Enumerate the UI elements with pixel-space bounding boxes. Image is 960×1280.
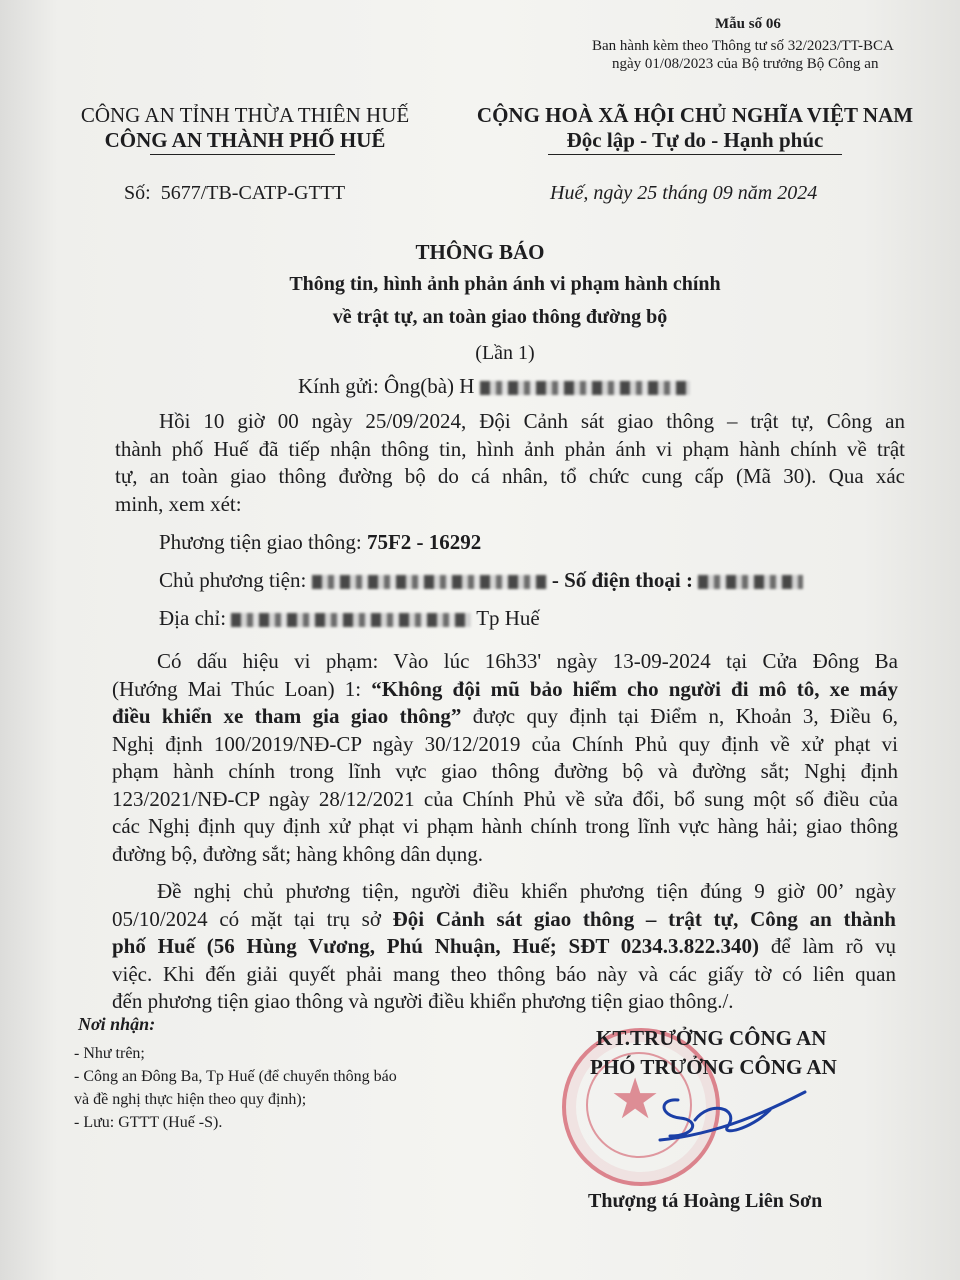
signature-title-1: KT.TRƯỞNG CÔNG AN — [596, 1026, 827, 1050]
intro-line: minh, xem xét: — [115, 491, 242, 516]
notice-subtitle-2: về trật tự, an toàn giao thông đường bộ — [332, 306, 668, 328]
agency-underline — [150, 154, 335, 155]
redacted-owner — [312, 575, 547, 589]
form-number: Mẫu số 06 — [715, 16, 781, 32]
agency-name: CÔNG AN THÀNH PHỐ HUẾ — [104, 128, 386, 152]
agency-parent: CÔNG AN TỈNH THỪA THIÊN HUẾ — [80, 103, 410, 127]
place-date: Huế, ngày 25 tháng 09 năm 2024 — [550, 182, 818, 204]
notice-subtitle-1: Thông tin, hình ảnh phản ánh vi phạm hành chính — [289, 273, 721, 295]
doc-number: Số: 5677/TB-CATP-GTTT — [124, 182, 346, 204]
recipient-item: - Công an Đông Ba, Tp Huế (để chuyển thông báo — [74, 1068, 397, 1085]
recipient-item: - Lưu: GTTT (Huế -S). — [74, 1114, 223, 1131]
recipient-item: - Như trên; — [74, 1045, 145, 1062]
vehicle-line: Phương tiện giao thông: 75F2 - 16292 — [159, 530, 482, 554]
motto-underline — [548, 154, 842, 155]
seal-star-icon: ★ — [610, 1069, 661, 1131]
recipients-list — [74, 1042, 397, 1134]
signer-name: Thượng tá Hoàng Liên Sơn — [588, 1190, 823, 1212]
form-issued-line2: ngày 01/08/2023 của Bộ trưởng Bộ Công an — [612, 56, 879, 72]
nation-title: CỘNG HOÀ XÃ HỘI CHỦ NGHĨA VIỆT NAM — [476, 103, 914, 127]
owner-line: Chủ phương tiện: - Số điện thoại : — [159, 568, 803, 593]
notice-round: (Lần 1) — [475, 342, 535, 364]
violation-paragraph: Có dấu hiệu vi phạm: Vào lúc 16h33' ngày 13-09-2024 tại Cửa Đông Ba (Hướng Mai Thúc Loan) 1: “Không đội mũ bảo hiểm cho người đi mô tô, xe máy điều khiển xe tham gia giao thông” được quy định tại Điểm n, Khoản 3, Điều 6, Nghị định 100/2019/NĐ-CP ngày 30/12/2019 của Chính Phủ quy định về xử phạt vi phạm hành chính trong lĩnh vực giao thông đường bộ và đường sắt; Nghị định 123/2021/NĐ-CP ngày 28/12/2021 của Chính Phủ về sửa đổi, bổ sung một số điều của các Nghị định quy định xử phạt vi phạm hành chính trong lĩnh vực hàng hải; giao thông đường bộ, đường sắt; hàng không dân dụng. — [112, 649, 898, 866]
redacted-phone — [698, 575, 803, 589]
signature-title-2: PHÓ TRƯỞNG CÔNG AN — [590, 1055, 837, 1079]
request-paragraph: Đề nghị chủ phương tiện, người điều khiển phương tiện đúng 9 giờ 00’ ngày 05/10/2024 có mặt tại trụ sở Đội Cảnh sát giao thông – trật tự, Công an thành phố Huế (56 Hùng Vương, Phú Nhuận, Huế; SĐT 0234.3.822.340) để làm rõ vụ việc. Khi đến giải quyết phải mang theo thông báo này và các giấy tờ có liên quan đến phương tiện giao thông và người điều khiển phương tiện giao thông./. — [112, 879, 896, 1013]
redacted-name — [480, 381, 690, 395]
recipients-label: Nơi nhận: — [78, 1014, 156, 1034]
redacted-address — [231, 613, 471, 627]
intro-paragraph — [115, 408, 905, 518]
handwritten-signature — [600, 1070, 820, 1150]
address-line: Địa chỉ: Tp Huế — [159, 606, 540, 630]
recipient-line: Kính gửi: Ông(bà) H — [298, 374, 690, 399]
recipient-item: và đề nghị thực hiện theo quy định); — [74, 1091, 307, 1108]
intro-line: Hồi 10 giờ 00 ngày 25/09/2024, Đội Cảnh sát giao thông – trật tự, Công an — [159, 409, 905, 433]
vehicle-plate: 75F2 - 16292 — [366, 530, 482, 554]
motto: Độc lập - Tự do - Hạnh phúc — [566, 128, 824, 152]
intro-line: tự, an toàn giao thông đường bộ do cá nhân, tổ chức cung cấp (Mã 30). Qua xác — [115, 464, 905, 488]
intro-line: thành phố Huế đã tiếp nhận thông tin, hình ảnh phản ánh vi phạm hành chính về trật — [115, 436, 905, 461]
form-issued-line1: Ban hành kèm theo Thông tư số 32/2023/TT-BCA — [592, 38, 894, 54]
notice-heading: THÔNG BÁO — [415, 240, 545, 264]
